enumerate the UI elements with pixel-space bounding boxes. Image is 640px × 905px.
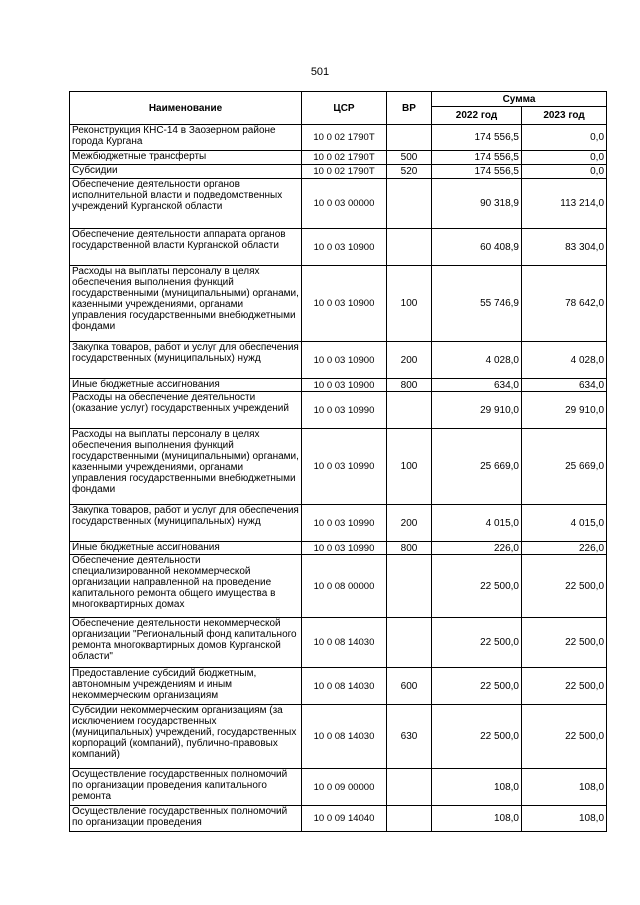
cell-sum-2022: 174 556,5 — [432, 125, 522, 151]
cell-sum-2022: 29 910,0 — [432, 392, 522, 429]
cell-csr: 10 0 02 1790T — [302, 151, 387, 165]
cell-vr: 630 — [387, 705, 432, 769]
cell-vr — [387, 618, 432, 668]
cell-name: Обеспечение деятельности некоммерческой организации "Региональный фонд капитального ремонта многоквартирных домов Курганской области" — [70, 618, 302, 668]
cell-name: Межбюджетные трансферты — [70, 151, 302, 165]
cell-vr: 800 — [387, 542, 432, 555]
cell-csr: 10 0 02 1790T — [302, 165, 387, 179]
cell-name: Осуществление государственных полномочий по организации проведения — [70, 806, 302, 832]
table-row — [70, 618, 607, 668]
cell-sum-2023: 29 910,0 — [522, 392, 607, 429]
table-row — [70, 392, 607, 429]
table-row — [70, 769, 607, 806]
table-row — [70, 505, 607, 542]
cell-name: Обеспечение деятельности органов исполнительной власти и подведомственных учреждений Курганской области — [70, 179, 302, 229]
header-vr: ВР — [387, 92, 432, 125]
cell-sum-2022: 174 556,5 — [432, 151, 522, 165]
cell-csr: 10 0 09 00000 — [302, 769, 387, 806]
budget-table — [69, 91, 607, 832]
table-row — [70, 125, 607, 151]
cell-sum-2022: 55 746,9 — [432, 266, 522, 342]
cell-sum-2023: 108,0 — [522, 769, 607, 806]
cell-name: Субсидии — [70, 165, 302, 179]
table-row — [70, 705, 607, 769]
cell-csr: 10 0 09 14040 — [302, 806, 387, 832]
cell-vr — [387, 229, 432, 266]
cell-vr: 100 — [387, 429, 432, 505]
cell-vr: 800 — [387, 379, 432, 392]
cell-sum-2023: 113 214,0 — [522, 179, 607, 229]
header-name: Наименование — [70, 92, 302, 125]
page-number: 501 — [310, 66, 330, 78]
cell-sum-2023: 83 304,0 — [522, 229, 607, 266]
header-csr: ЦСР — [302, 92, 387, 125]
cell-sum-2022: 108,0 — [432, 806, 522, 832]
cell-vr: 520 — [387, 165, 432, 179]
cell-name: Расходы на выплаты персоналу в целях обеспечения выполнения функций государственными (муниципальными) органами, казенными учреждениями, органами управления государственными внебюджетными фондами — [70, 266, 302, 342]
header-year-2023: 2023 год — [522, 107, 607, 125]
cell-vr — [387, 769, 432, 806]
cell-csr: 10 0 03 10990 — [302, 429, 387, 505]
cell-name: Закупка товаров, работ и услуг для обеспечения государственных (муниципальных) нужд — [70, 342, 302, 379]
cell-name: Реконструкция КНС-14 в Заозерном районе города Кургана — [70, 125, 302, 151]
cell-sum-2022: 22 500,0 — [432, 555, 522, 618]
cell-sum-2023: 226,0 — [522, 542, 607, 555]
cell-sum-2023: 22 500,0 — [522, 705, 607, 769]
cell-csr: 10 0 03 10990 — [302, 542, 387, 555]
cell-vr — [387, 125, 432, 151]
cell-name: Закупка товаров, работ и услуг для обеспечения государственных (муниципальных) нужд — [70, 505, 302, 542]
cell-name: Расходы на обеспечение деятельности (оказание услуг) государственных учреждений — [70, 392, 302, 429]
cell-csr: 10 0 03 10990 — [302, 392, 387, 429]
cell-sum-2022: 4 015,0 — [432, 505, 522, 542]
table-row — [70, 266, 607, 342]
cell-sum-2022: 60 408,9 — [432, 229, 522, 266]
cell-vr — [387, 806, 432, 832]
cell-vr: 200 — [387, 342, 432, 379]
cell-sum-2023: 0,0 — [522, 165, 607, 179]
cell-sum-2023: 108,0 — [522, 806, 607, 832]
cell-sum-2022: 90 318,9 — [432, 179, 522, 229]
table-row — [70, 342, 607, 379]
cell-sum-2022: 108,0 — [432, 769, 522, 806]
cell-sum-2022: 634,0 — [432, 379, 522, 392]
table-row — [70, 179, 607, 229]
cell-csr: 10 0 03 10900 — [302, 229, 387, 266]
cell-vr: 600 — [387, 668, 432, 705]
cell-sum-2022: 174 556,5 — [432, 165, 522, 179]
table-row — [70, 229, 607, 266]
cell-name: Иные бюджетные ассигнования — [70, 379, 302, 392]
table-row — [70, 806, 607, 832]
cell-csr: 10 0 02 1790T — [302, 125, 387, 151]
cell-name: Расходы на выплаты персоналу в целях обеспечения выполнения функций государственными (муниципальными) органами, казенными учреждениями, органами управления государственными внебюджетными фондами — [70, 429, 302, 505]
cell-name: Предоставление субсидий бюджетным, автономным учреждениям и иным некоммерческим организациям — [70, 668, 302, 705]
cell-csr: 10 0 03 10900 — [302, 342, 387, 379]
header-year-2022: 2022 год — [432, 107, 522, 125]
cell-csr: 10 0 03 00000 — [302, 179, 387, 229]
cell-sum-2022: 22 500,0 — [432, 668, 522, 705]
cell-name: Субсидии некоммерческим организациям (за исключением государственных (муниципальных) учреждений, государственных корпораций (компаний), публично-правовых компаний) — [70, 705, 302, 769]
cell-sum-2023: 0,0 — [522, 151, 607, 165]
table-row — [70, 668, 607, 705]
cell-csr: 10 0 08 14030 — [302, 618, 387, 668]
cell-sum-2022: 22 500,0 — [432, 705, 522, 769]
table-row — [70, 151, 607, 165]
cell-vr — [387, 392, 432, 429]
cell-sum-2023: 22 500,0 — [522, 618, 607, 668]
table-row — [70, 555, 607, 618]
cell-csr: 10 0 08 14030 — [302, 705, 387, 769]
cell-sum-2023: 4 028,0 — [522, 342, 607, 379]
cell-csr: 10 0 08 14030 — [302, 668, 387, 705]
cell-csr: 10 0 03 10900 — [302, 379, 387, 392]
cell-vr — [387, 555, 432, 618]
table-row — [70, 542, 607, 555]
cell-csr: 10 0 08 00000 — [302, 555, 387, 618]
cell-vr: 100 — [387, 266, 432, 342]
cell-csr: 10 0 03 10900 — [302, 266, 387, 342]
header-sum: Сумма — [432, 92, 607, 107]
cell-sum-2023: 4 015,0 — [522, 505, 607, 542]
cell-vr: 200 — [387, 505, 432, 542]
cell-sum-2023: 78 642,0 — [522, 266, 607, 342]
table-row — [70, 429, 607, 505]
cell-sum-2023: 0,0 — [522, 125, 607, 151]
cell-sum-2022: 22 500,0 — [432, 618, 522, 668]
cell-sum-2022: 226,0 — [432, 542, 522, 555]
cell-name: Обеспечение деятельности специализированной некоммерческой организации направленной на проведение капитального ремонта общего имущества в многоквартирных домах — [70, 555, 302, 618]
cell-vr — [387, 179, 432, 229]
cell-sum-2022: 4 028,0 — [432, 342, 522, 379]
cell-name: Обеспечение деятельности аппарата органов государственной власти Курганской области — [70, 229, 302, 266]
cell-sum-2022: 25 669,0 — [432, 429, 522, 505]
cell-vr: 500 — [387, 151, 432, 165]
table-row — [70, 165, 607, 179]
table-row — [70, 379, 607, 392]
cell-name: Осуществление государственных полномочий по организации проведения капитального ремонта — [70, 769, 302, 806]
cell-sum-2023: 634,0 — [522, 379, 607, 392]
cell-sum-2023: 25 669,0 — [522, 429, 607, 505]
cell-sum-2023: 22 500,0 — [522, 668, 607, 705]
cell-csr: 10 0 03 10990 — [302, 505, 387, 542]
cell-name: Иные бюджетные ассигнования — [70, 542, 302, 555]
cell-sum-2023: 22 500,0 — [522, 555, 607, 618]
